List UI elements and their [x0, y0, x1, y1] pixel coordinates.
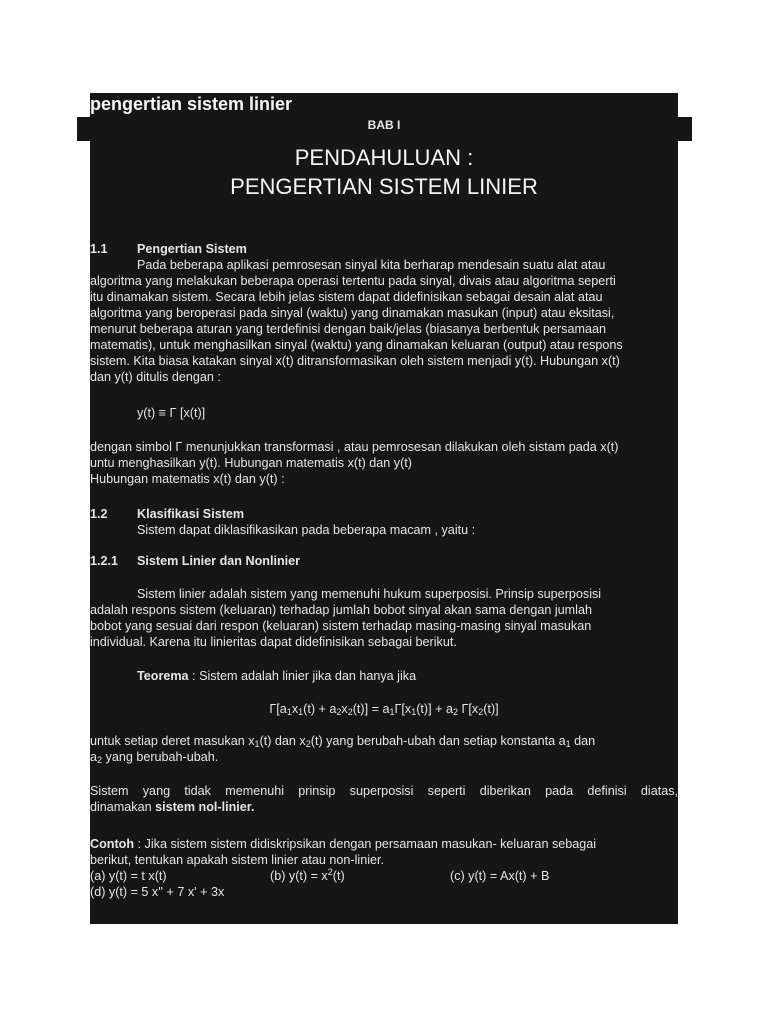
example-c: (c) y(t) = Ax(t) + B	[450, 869, 550, 883]
chapter-label: BAB I	[367, 118, 401, 132]
teorema: Teorema : Sistem adalah linier jika dan hanya jika	[137, 669, 417, 683]
paragraph-line: individual. Karena itu linieritas dapat didefinisikan sebagai berikut.	[90, 635, 457, 649]
section-number: 1.1	[90, 242, 108, 256]
formula-transform: y(t) ≡ Γ [x(t)]	[137, 406, 206, 420]
page-title: pengertian sistem linier	[90, 94, 293, 114]
section-number: 1.2	[90, 507, 108, 521]
paragraph-line: Sistem linier adalah sistem yang memenuhi hukum superposisi. Prinsip superposisi	[137, 587, 602, 601]
paragraph-line: Hubungan matematis x(t) dan y(t) :	[90, 472, 285, 486]
paragraph-line: Pada beberapa aplikasi pemrosesan sinyal kita berharap mendesain suatu alat atau	[137, 258, 606, 272]
teorema-label: Teorema	[137, 669, 189, 683]
section-1-2	[90, 506, 678, 538]
section-1-2-1-heading	[90, 553, 678, 569]
paragraph-line: itu dinamakan sistem. Secara lebih jelas sistem dapat didefinisikan sebagai desain alat atau	[90, 290, 603, 304]
section-1-2-1-paragraph	[90, 586, 678, 650]
chapter-title-line1: PENDAHULUAN :	[294, 145, 474, 170]
example-block: Contoh : Jika sistem sistem didiskripsikan dengan persamaan masukan- keluaran sebagai berikut, tentukan apakah sistem linier atau non-linier. (a) y(t) = t x(t) (b) $y(t) = x^2(t)$ (c) y(t) = Ax(t) + B (d) y(t) = 5 x'' + 7 x' + 3x	[90, 836, 678, 900]
example-items-row	[90, 868, 678, 884]
section-title: Sistem Linier dan Nonlinier	[137, 554, 301, 568]
paragraph-line: adalah respons sistem (keluaran) terhadap jumlah bobot sinyal akan sama dengan jumlah	[90, 603, 592, 617]
paragraph-line: matematis), untuk menghasilkan sinyal (waktu) yang dinamakan keluaran (output) atau respons	[90, 338, 623, 352]
section-heading	[90, 241, 678, 257]
example-label: Contoh	[90, 837, 135, 851]
paragraph-line: dengan simbol Γ menunjukkan transformasi , atau pemrosesan dilakukan oleh sistam pada x(t)	[90, 440, 619, 454]
superposition-formula: $\Gamma[a_1x_1(t) + a_2x_2(t)] = a_1\Gamma[x_1(t)] + a_2$ $\Gamma[x_2(t)]$	[269, 702, 499, 717]
section-1-1	[90, 241, 678, 385]
paragraph-line: sistem. Kita biasa katakan sinyal x(t) ditransformasikan oleh sistem menjadi y(t). Hubungan x(t)	[90, 354, 620, 368]
paragraph-line: algoritma yang melakukan beberapa operasi tertentu pada sinyal, divais atau algoritma seperti	[90, 274, 616, 288]
term-nonlinear: sistem nol-linier.	[155, 800, 255, 814]
section-title: Klasifikasi Sistem	[137, 507, 245, 521]
section-heading	[90, 506, 678, 522]
nonlinear-paragraph: Sistem yang tidak memenuhi prinsip superposisi seperti diberikan pada definisi diatas, dinamakan sistem nol-linier.	[90, 784, 678, 814]
section-title: Pengertian Sistem	[137, 242, 247, 256]
section-1-1-after	[90, 439, 678, 487]
paragraph-line: dan y(t) ditulis dengan :	[90, 370, 221, 384]
chapter-title-line2: PENGERTIAN SISTEM LINIER	[230, 174, 538, 199]
section-number: 1.2.1	[90, 554, 119, 568]
example-d: (d) y(t) = 5 x'' + 7 x' + 3x	[90, 885, 225, 899]
untuk-paragraph: untuk setiap deret masukan $x_1(t)$ dan $x_2(t)$ yang berubah-ubah dan setiap konstanta $a_1$ dan $a_2$ yang berubah-ubah.	[90, 734, 596, 765]
paragraph-line: menurut beberapa aturan yang terdefinisi dengan baik/jelas (biasanya berbentuk persamaan	[90, 322, 606, 336]
example-b: (b) $y(t) = x^2(t)$	[270, 867, 345, 883]
paragraph-line: algoritma yang beroperasi pada sinyal (waktu) yang dinamakan masukan (input) atau eksitasi,	[90, 306, 615, 320]
example-a: (a) y(t) = t x(t)	[90, 869, 167, 883]
paragraph-line: Sistem dapat diklasifikasikan pada beberapa macam , yaitu :	[137, 523, 476, 537]
teorema-text: Sistem adalah linier jika dan hanya jika	[199, 669, 417, 683]
paragraph-line: untu menghasilkan y(t). Hubungan matematis x(t) dan y(t)	[90, 456, 412, 470]
paragraph-line: bobot yang sesuai dari respon (keluaran) sistem terhadap masing-masing sinyal masukan	[90, 619, 592, 633]
